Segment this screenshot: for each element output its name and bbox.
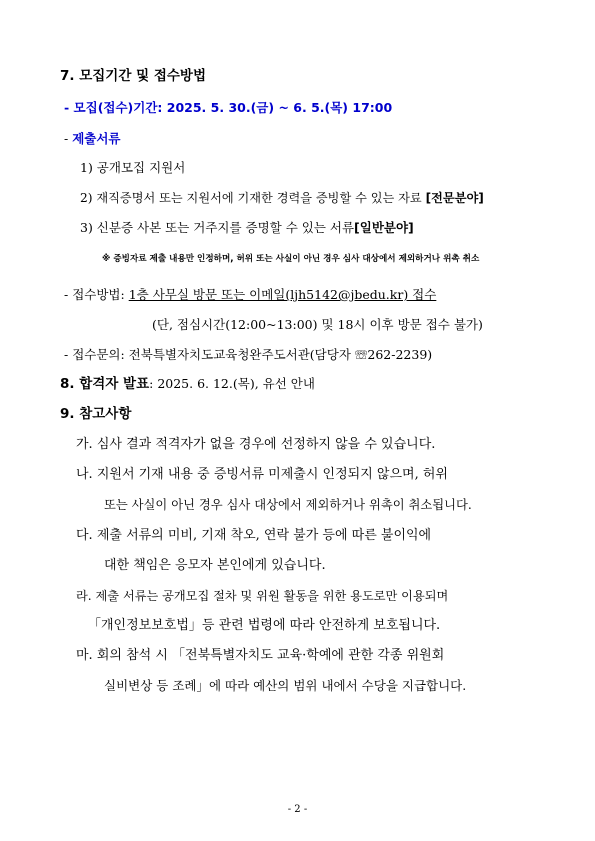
note-na-line1: 나. 지원서 기재 내용 중 증빙서류 미제출시 인정되지 않으며, 허위 — [76, 467, 448, 482]
method-prefix: - 접수방법: — [64, 287, 129, 302]
section-8-text: : 2025. 6. 12.(목), 유선 안내 — [149, 376, 315, 391]
doc-item-1: 1) 공개모집 지원서 — [80, 160, 186, 175]
doc-item-3-text: 3) 신분증 사본 또는 거주지를 증명할 수 있는 서류 — [80, 220, 355, 235]
note-ra-line1: 라. 제출 서류는 공개모집 절차 및 위원 활동을 위한 용도로만 이용되며 — [76, 589, 449, 603]
note-ra-line2: 「개인정보보호법」등 관련 법령에 따라 안전하게 보호됩니다. — [88, 618, 441, 633]
note-da-line2: 대한 책임은 응모자 본인에게 있습니다. — [104, 558, 326, 573]
section-9-title: 9. 참고사항 — [60, 406, 132, 422]
submission-inquiry: - 접수문의: 전북특별자치도교육청완주도서관(담당자 ☏262-2239) — [64, 347, 433, 362]
method-main: 1층 사무실 방문 또는 이메일(ljh5142@jbedu.kr) 접수 — [128, 287, 437, 302]
note-ga: 가. 심사 결과 적격자가 없을 경우에 선정하지 않을 수 있습니다. — [76, 437, 436, 452]
note-da-line1: 다. 제출 서류의 미비, 기재 착오, 연락 불가 등에 따른 불이익에 — [76, 528, 432, 543]
note-ma-line1: 마. 회의 참석 시 「전북특별자치도 교육·학예에 관한 각종 위원회 — [76, 648, 445, 663]
section-8 — [60, 376, 315, 392]
evidence-note: ※ 증빙자료 제출 내용만 인정하며, 허위 또는 사실이 아닌 경우 심사 대상에서 제외하거나 위촉 취소 — [102, 254, 480, 264]
doc-item-3 — [80, 220, 414, 236]
method-note: (단, 점심시간(12:00~13:00) 및 18시 이후 방문 접수 불가) — [152, 317, 483, 332]
doc-item-3-tag: [일반분야] — [354, 220, 414, 235]
section-8-title: 8. 합격자 발표 — [60, 376, 150, 392]
docs-prefix: - — [64, 131, 73, 146]
submission-method — [64, 287, 436, 303]
note-ma-line2: 실비변상 등 조례」에 따라 예산의 범위 내에서 수당을 지급합니다. — [104, 678, 467, 693]
doc-item-2-tag: [전문분야] — [425, 191, 484, 205]
note-na-line2: 또는 사실이 아닌 경우 심사 대상에서 제외하거나 위촉이 취소됩니다. — [104, 498, 472, 512]
recruitment-period: - 모집(접수)기간: 2025. 5. 30.(금) ~ 6. 5.(목) 17:00 — [64, 100, 393, 115]
doc-item-2-text: 2) 재직증명서 또는 지원서에 기재한 경력을 증빙할 수 있는 자료 — [80, 191, 426, 205]
page-number: - 2 - — [287, 804, 308, 815]
docs-label: 제출서류 — [72, 131, 121, 146]
submission-docs-heading — [64, 131, 121, 147]
section-7-title: 7. 모집기간 및 접수방법 — [60, 68, 206, 84]
doc-item-2 — [80, 190, 484, 206]
